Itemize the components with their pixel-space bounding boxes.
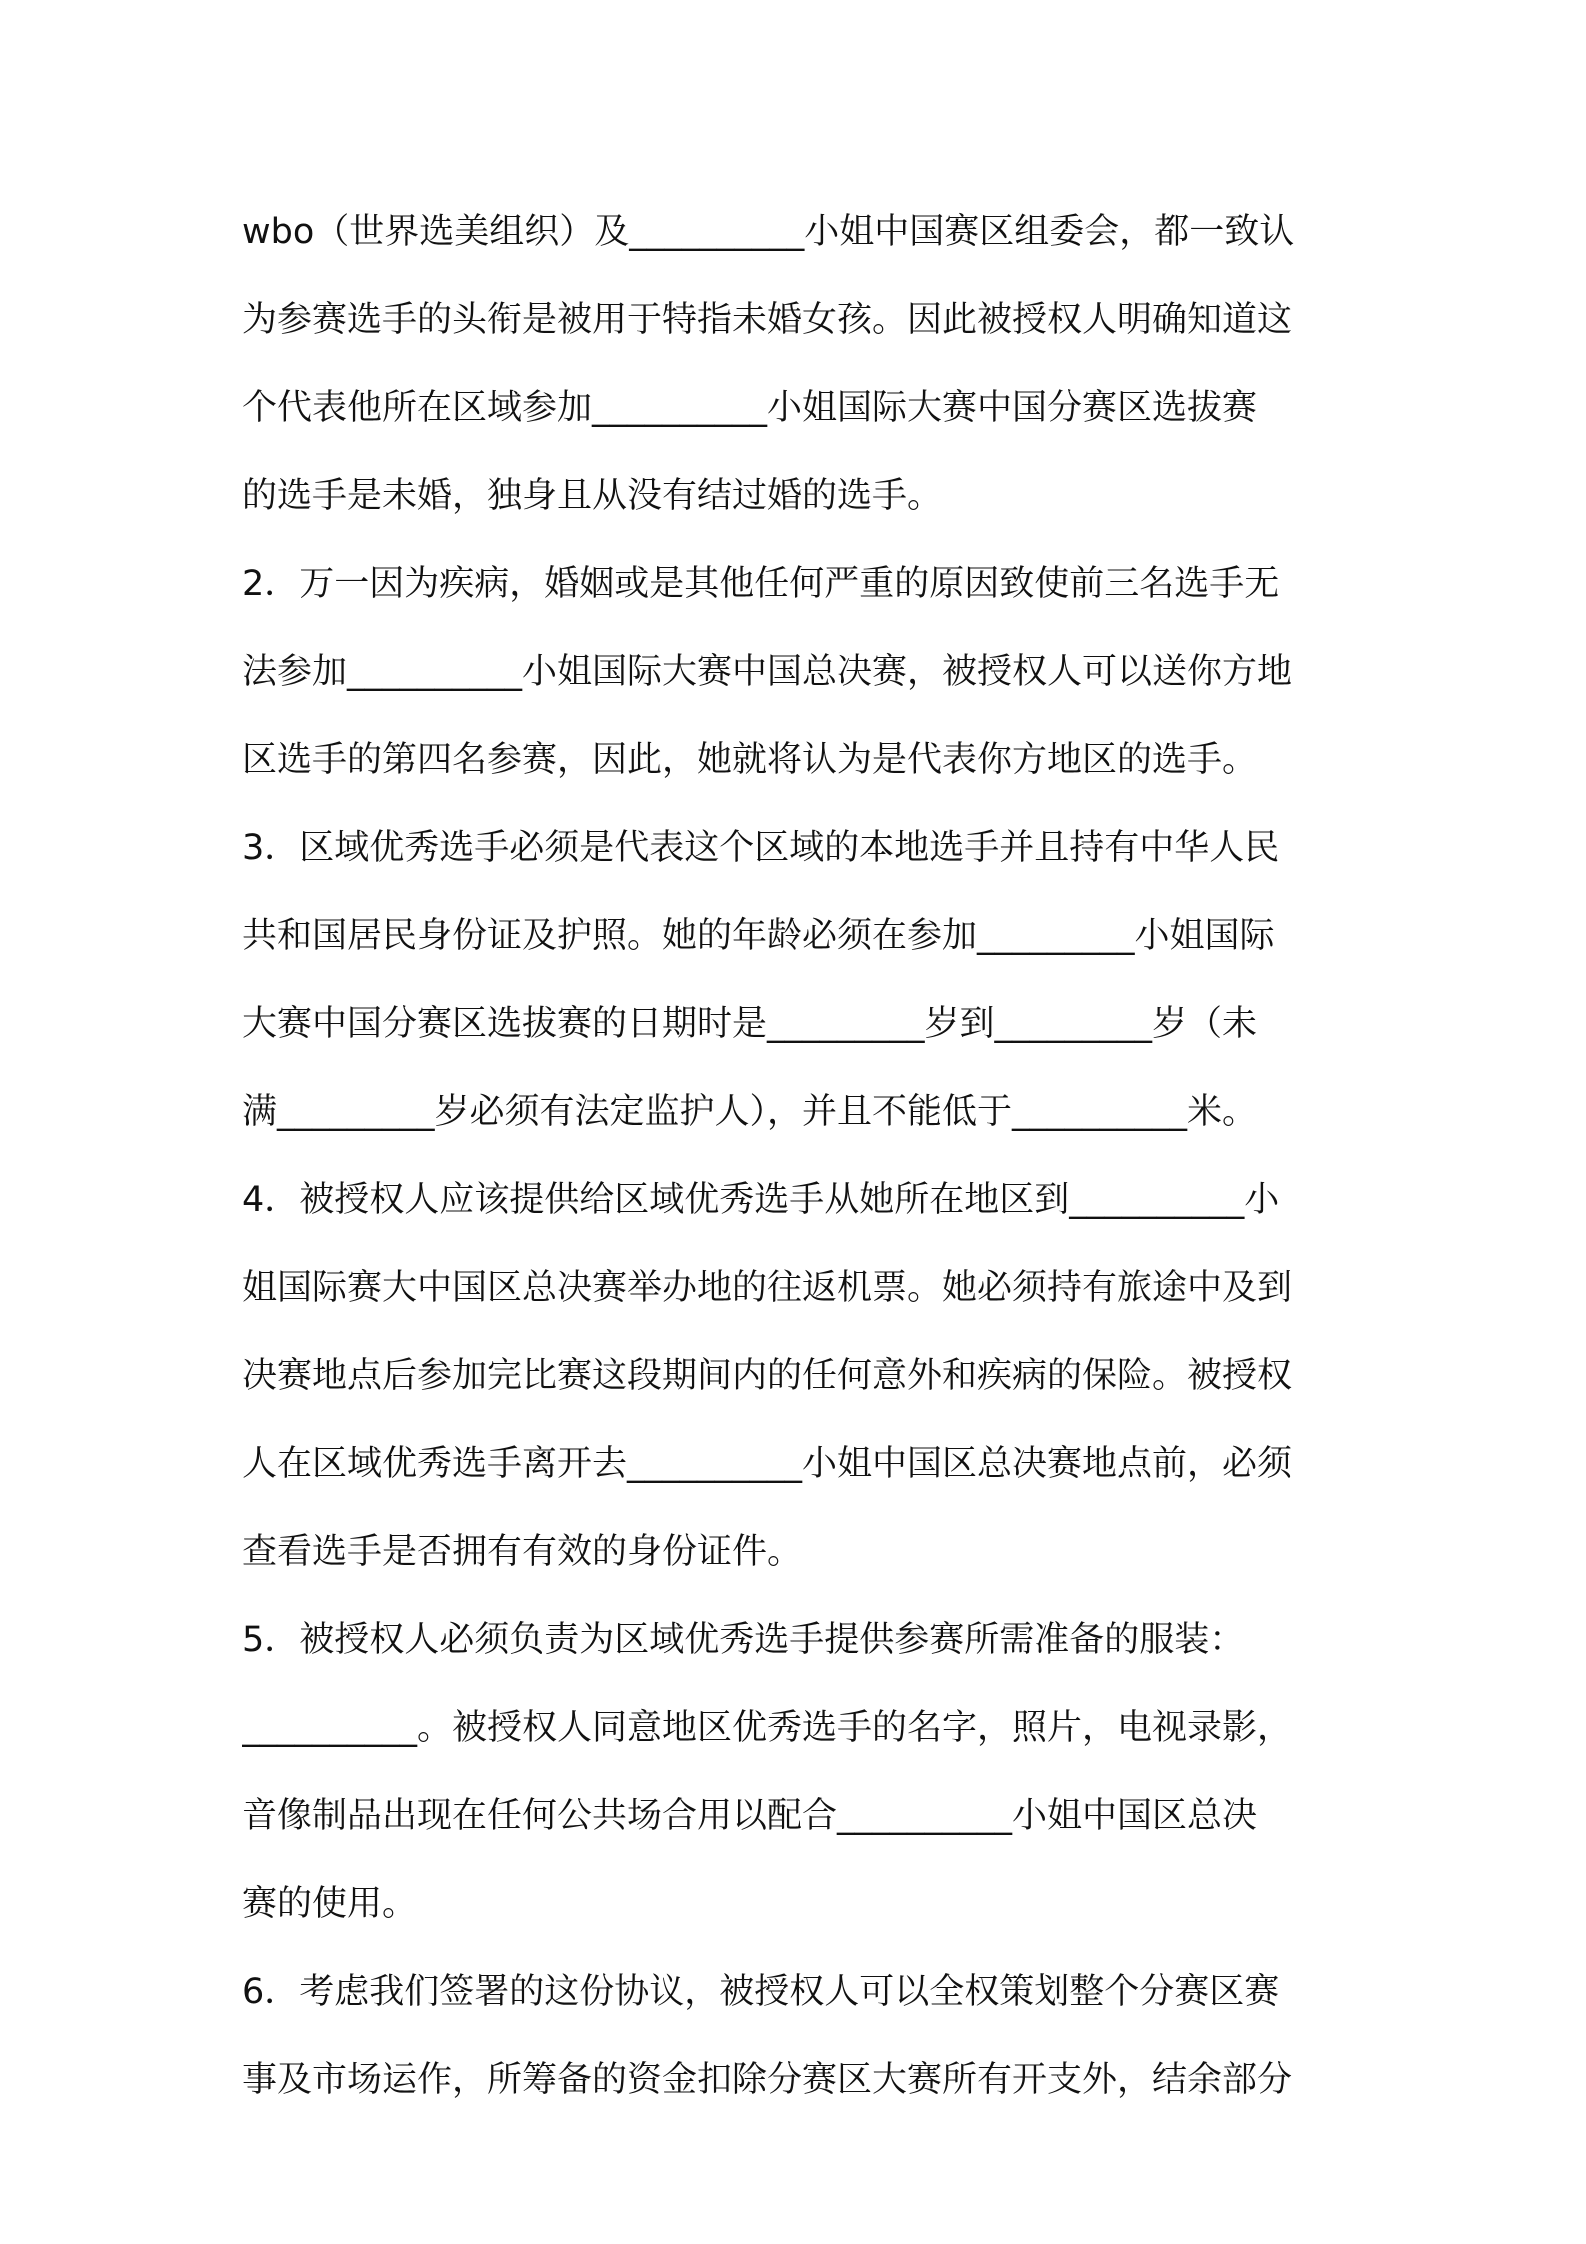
text-line: 2．万一因为疾病，婚姻或是其他任何严重的原因致使前三名选手无 [242,564,1280,604]
text-line: 满_________岁必须有法定监护人），并且不能低于__________米。 [242,1092,1258,1132]
text-line: 人在区域优秀选手离开去__________小姐中国区总决赛地点前，必须 [242,1444,1293,1484]
document-body [242,188,1352,2124]
text-line: 3．区域优秀选手必须是代表这个区域的本地选手并且持有中华人民 [242,828,1280,868]
text-line: 姐国际赛大中国区总决赛举办地的往返机票。她必须持有旅途中及到 [242,1268,1293,1308]
text-line: 赛的使用。 [242,1884,418,1924]
text-line: 大赛中国分赛区选拔赛的日期时是_________岁到_________岁（未 [242,1004,1258,1044]
text-line: 5．被授权人必须负责为区域优秀选手提供参赛所需准备的服装： [242,1620,1245,1660]
text-line: 4．被授权人应该提供给区域优秀选手从她所在地区到__________小 [242,1180,1280,1220]
text-line: 为参赛选手的头衔是被用于特指未婚女孩。因此被授权人明确知道这 [242,300,1293,340]
text-line: 共和国居民身份证及护照。她的年龄必须在参加_________小姐国际 [242,916,1275,956]
text-line: wbo（世界选美组织）及__________小姐中国赛区组委会，都一致认 [242,212,1295,252]
text-line: 音像制品出现在任何公共场合用以配合__________小姐中国区总决 [242,1796,1258,1836]
text-line: 事及市场运作，所筹备的资金扣除分赛区大赛所有开支外，结余部分 [242,2060,1293,2100]
text-line: __________。被授权人同意地区优秀选手的名字，照片，电视录影， [242,1708,1293,1748]
text-line: 决赛地点后参加完比赛这段期间内的任何意外和疾病的保险。被授权 [242,1356,1293,1396]
text-line: 区选手的第四名参赛，因此，她就将认为是代表你方地区的选手。 [242,740,1258,780]
text-line: 个代表他所在区域参加__________小姐国际大赛中国分赛区选拔赛 [242,388,1258,428]
text-line: 的选手是未婚，独身且从没有结过婚的选手。 [242,476,943,516]
text-line: 6．考虑我们签署的这份协议，被授权人可以全权策划整个分赛区赛 [242,1972,1280,2012]
text-line: 查看选手是否拥有有效的身份证件。 [242,1532,803,1572]
text-line: 法参加__________小姐国际大赛中国总决赛，被授权人可以送你方地 [242,652,1293,692]
